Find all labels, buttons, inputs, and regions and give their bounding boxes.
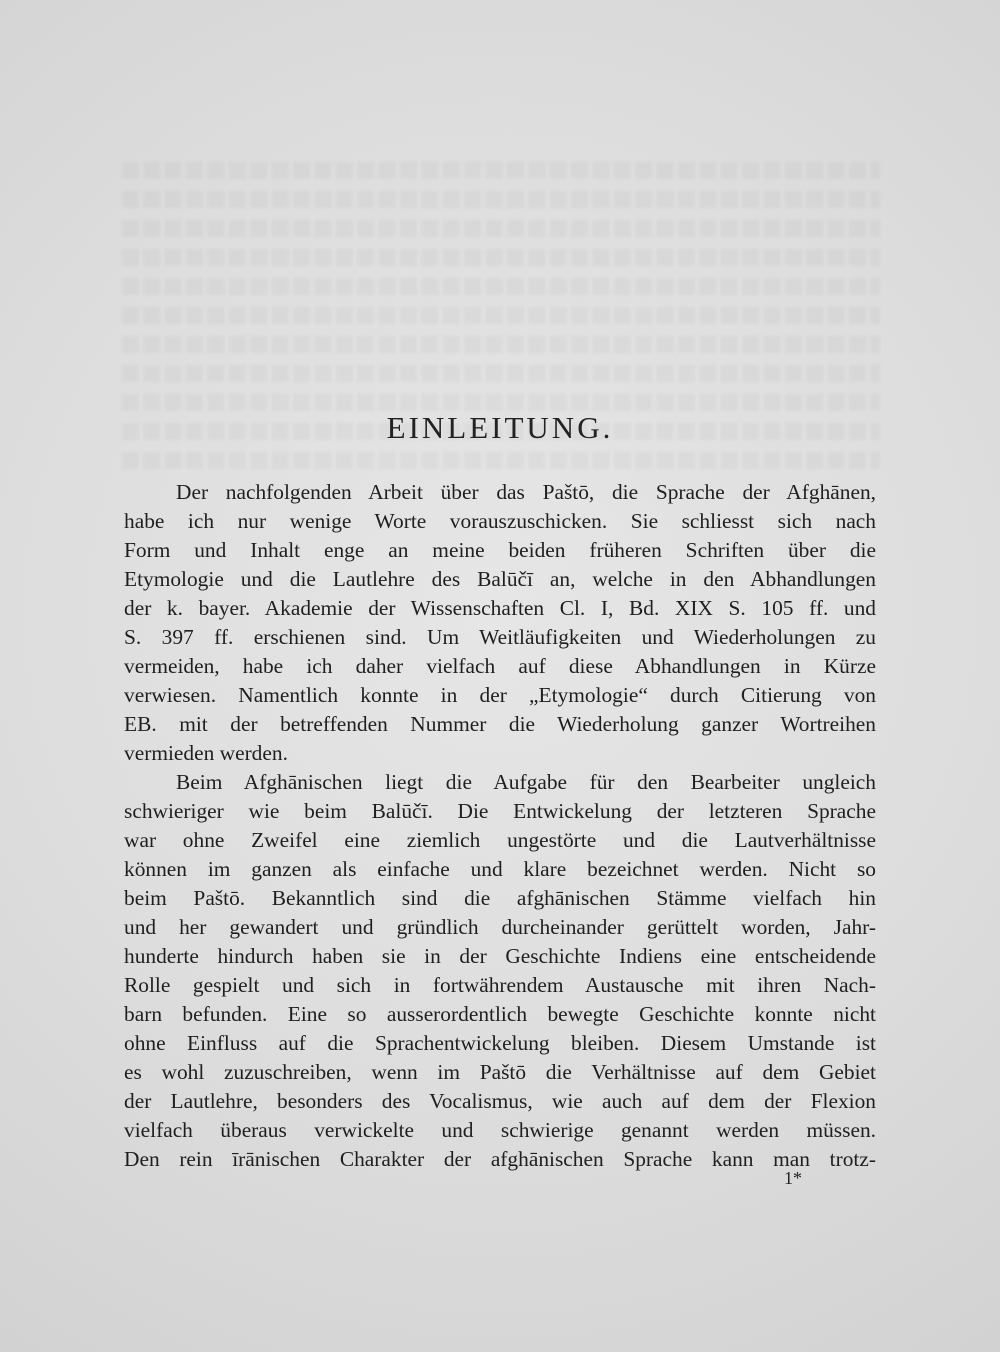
text-line: vermeiden, habe ich daher vielfach auf diese Abhandlungen in Kürze [124, 654, 876, 678]
text-line: Etymologie und die Lautlehre des Balūčī an, welche in den Abhandlungen [124, 567, 876, 591]
text-line: Der nachfolgenden Arbeit über das Paštō, die Sprache der Afghānen, [176, 480, 876, 504]
document-title: EINLEITUNG. [386, 410, 614, 445]
text-line: Beim Afghānischen liegt die Aufgabe für den Bearbeiter ungleich [176, 770, 876, 794]
page-number: 1* [784, 1168, 802, 1188]
text-line: vermieden werden. [124, 741, 288, 765]
text-line: Form und Inhalt enge an meine beiden früheren Schriften über die [124, 538, 876, 562]
text-line: der k. bayer. Akademie der Wissenschaften Cl. I, Bd. XIX S. 105 ff. und [124, 596, 876, 620]
text-line: der Lautlehre, besonders des Vocalismus, wie auch auf dem der Flexion [124, 1089, 876, 1113]
text-line: hunderte hindurch haben sie in der Geschichte Indiens eine entscheidende [124, 944, 876, 968]
text-line: barn befunden. Eine so ausserordentlich bewegte Geschichte konnte nicht [124, 1002, 876, 1026]
text-line: verwiesen. Namentlich konnte in der „Etymologie“ durch Citierung von [124, 683, 876, 707]
text-line: EB. mit der betreffenden Nummer die Wiederholung ganzer Wortreihen [124, 712, 876, 736]
document-body [124, 478, 876, 1174]
text-line: beim Paštō. Bekanntlich sind die afghānischen Stämme vielfach hin [124, 886, 876, 910]
text-line: und her gewandert und gründlich durcheinander gerüttelt worden, Jahr- [124, 915, 876, 939]
text-line: vielfach überaus verwickelte und schwierige genannt werden müssen. [124, 1118, 876, 1142]
text-line: Den rein īrānischen Charakter der afghānischen Sprache kann man trotz- [124, 1147, 876, 1171]
text-line: es wohl zuzuschreiben, wenn im Paštō die Verhältnisse auf dem Gebiet [124, 1060, 876, 1084]
text-line: Rolle gespielt und sich in fortwährendem Austausche mit ihren Nach- [124, 973, 876, 997]
text-line: war ohne Zweifel eine ziemlich ungestörte und die Lautverhältnisse [124, 828, 876, 852]
text-line: habe ich nur wenige Worte vorauszuschicken. Sie schliesst sich nach [124, 509, 876, 533]
text-line: können im ganzen als einfache und klare bezeichnet werden. Nicht so [124, 857, 876, 881]
text-line: ohne Einfluss auf die Sprachentwickelung bleiben. Diesem Umstande ist [124, 1031, 876, 1055]
text-line: S. 397 ff. erschienen sind. Um Weitläufigkeiten und Wiederholungen zu [124, 625, 876, 649]
text-line: schwieriger wie beim Balūčī. Die Entwickelung der letzteren Sprache [124, 799, 876, 823]
